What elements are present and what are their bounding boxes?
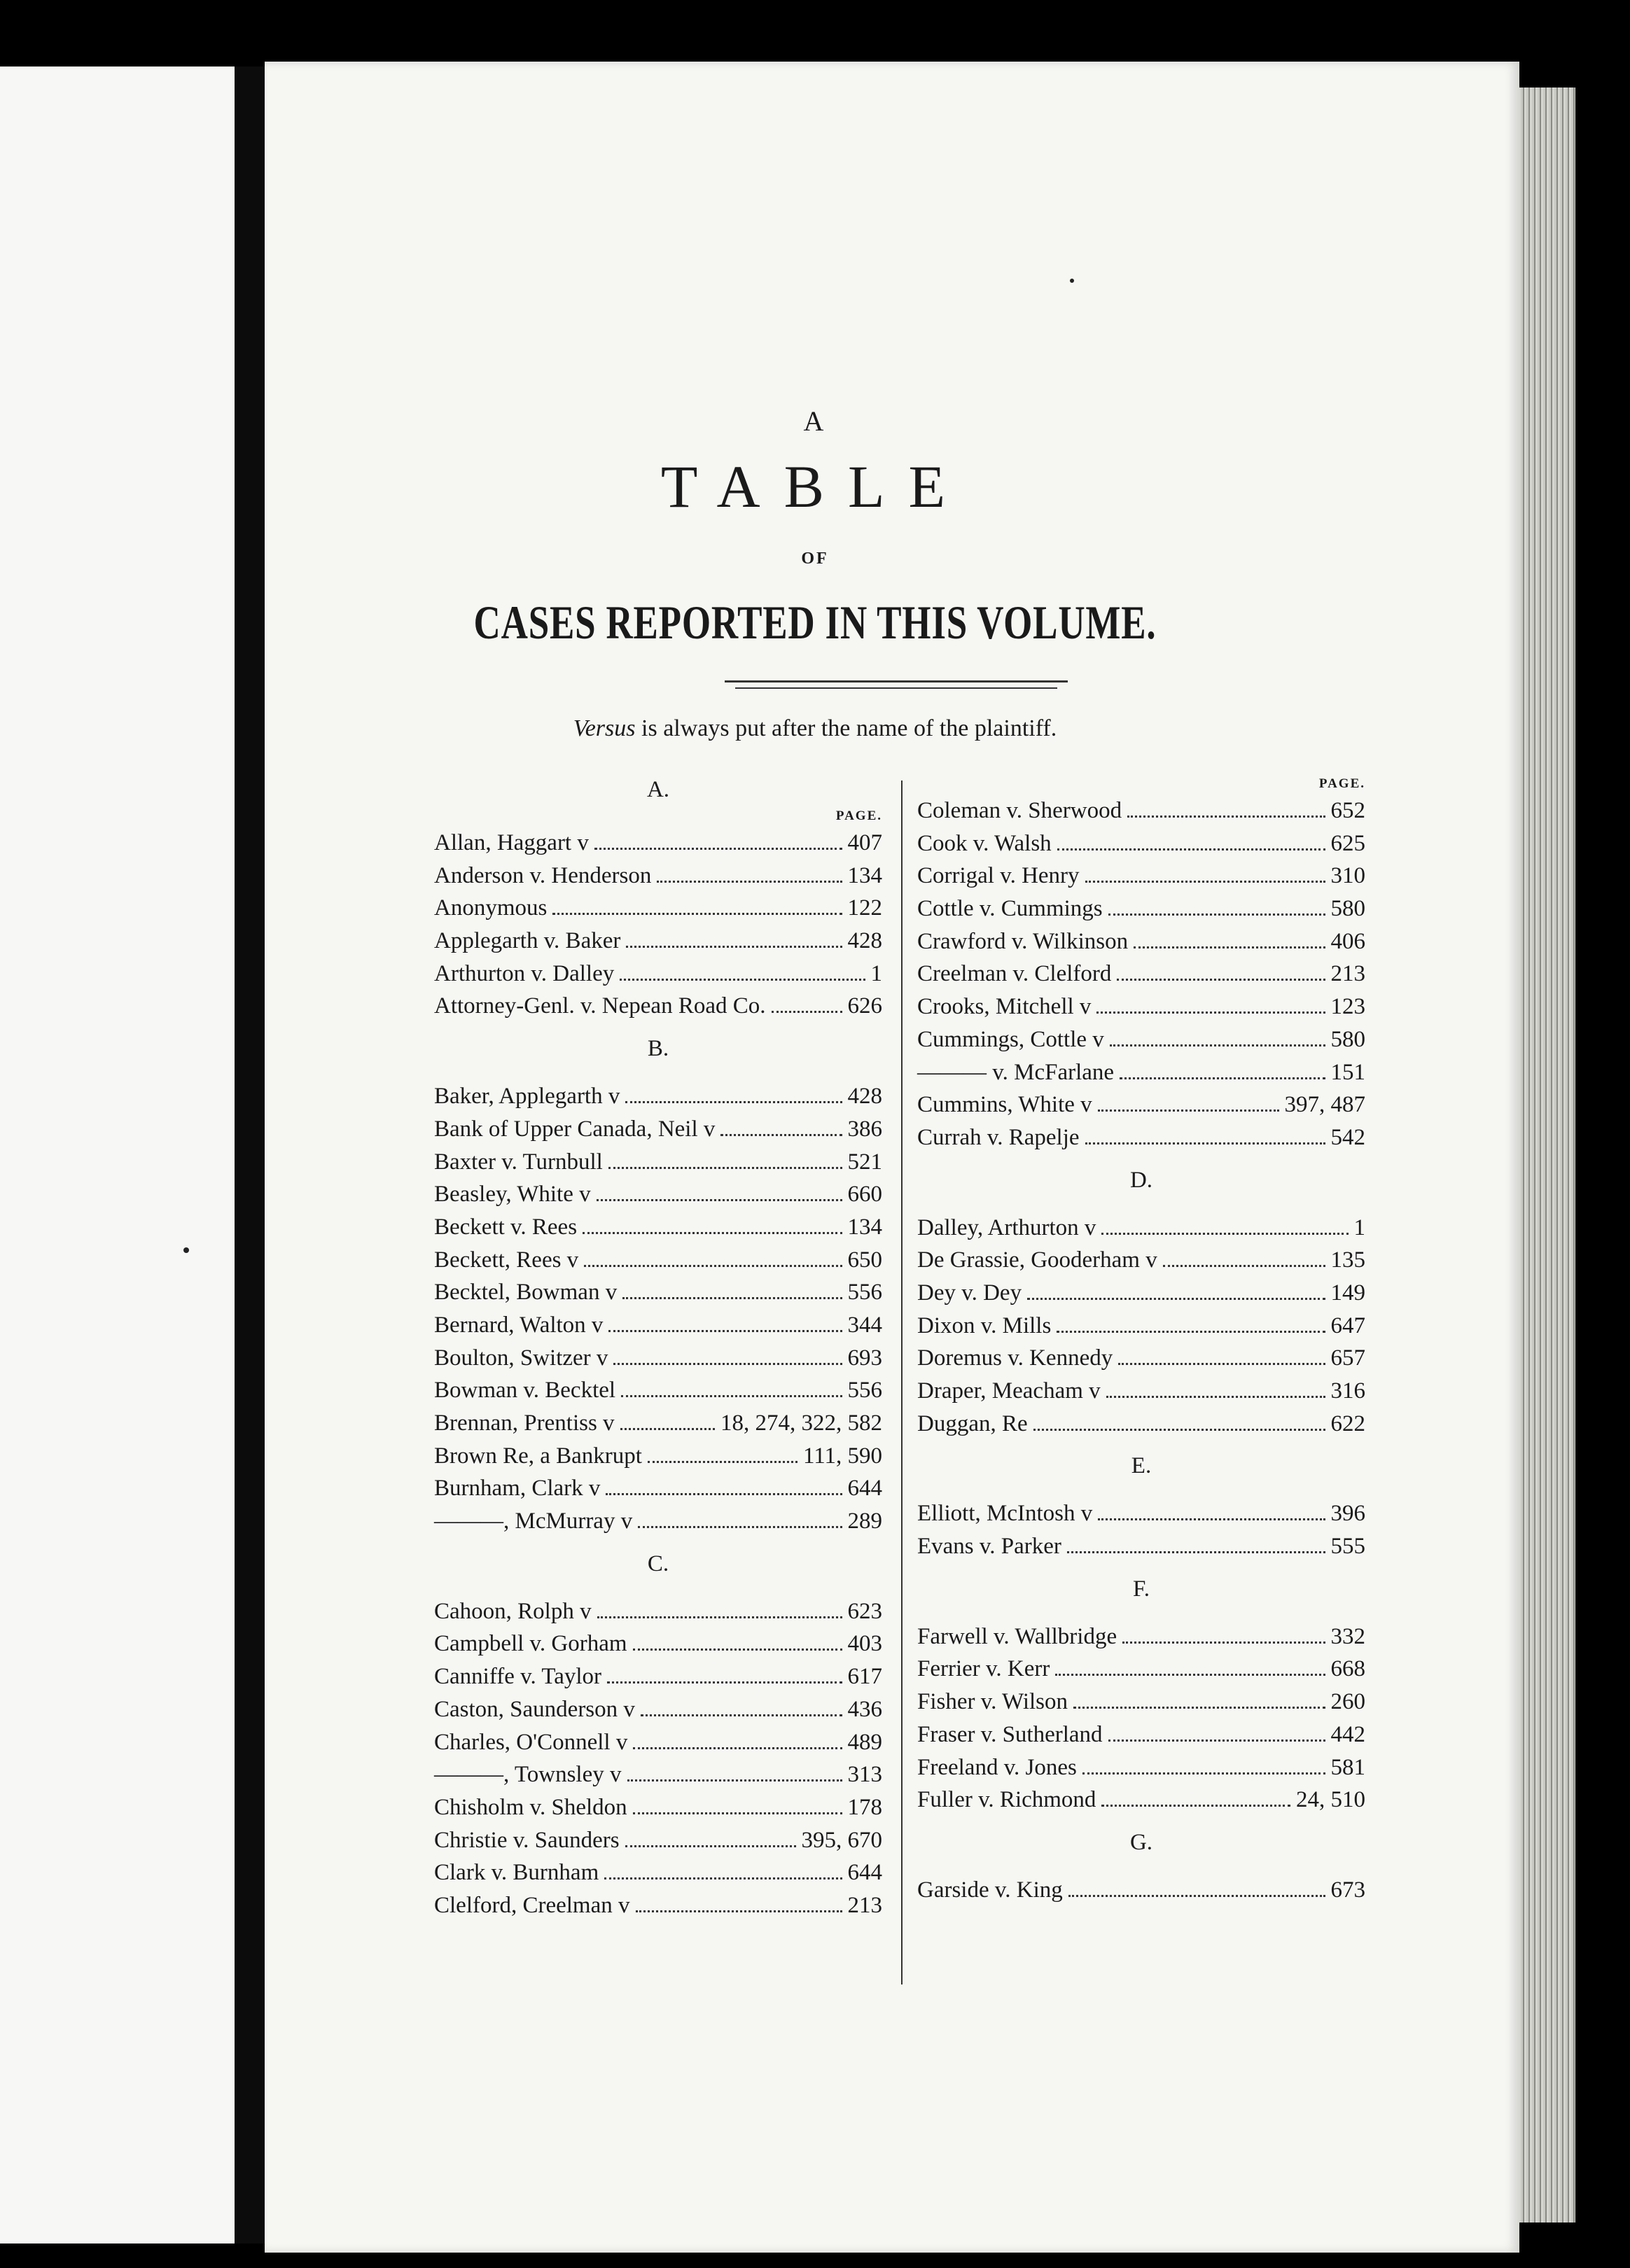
section-spacer [434, 1023, 882, 1032]
case-name: Caston, Saunderson v [434, 1696, 635, 1722]
dot-leader [1085, 1140, 1325, 1144]
case-entry [917, 1718, 1365, 1751]
case-entry [917, 892, 1365, 925]
case-entry [917, 1212, 1365, 1245]
dot-leader [608, 1164, 842, 1169]
dot-leader [597, 1196, 842, 1201]
dot-leader [625, 1098, 842, 1103]
section-spacer [917, 1605, 1365, 1620]
case-name: Canniffe v. Taylor [434, 1664, 602, 1690]
case-entry [434, 1693, 882, 1726]
page-number: 556 [847, 1280, 882, 1306]
page-number: 310 [1330, 863, 1365, 889]
case-entry [434, 892, 882, 925]
dot-leader [1067, 1548, 1325, 1553]
case-name: Elliott, McIntosh v [917, 1501, 1093, 1527]
page-number: 650 [847, 1247, 882, 1273]
page-number: 316 [1330, 1378, 1365, 1404]
section-spacer [917, 1858, 1365, 1874]
page-number: 111, 590 [802, 1443, 882, 1469]
case-name: Clelford, Creelman v [434, 1892, 630, 1918]
dot-leader [1134, 944, 1325, 948]
versus-note [0, 715, 1630, 742]
page-number: 556 [847, 1378, 882, 1404]
case-entry [917, 1408, 1365, 1441]
page-number: 122 [847, 895, 882, 921]
dot-leader [657, 878, 842, 883]
case-name: Cummins, White v [917, 1092, 1092, 1118]
title-rule [735, 687, 1057, 689]
dot-leader [1057, 1328, 1325, 1333]
section-spacer [917, 1440, 1365, 1450]
dot-leader [1127, 813, 1325, 818]
dot-leader [1122, 1639, 1325, 1644]
dot-leader [594, 845, 842, 850]
case-name: Brown Re, a Bankrupt [434, 1443, 642, 1469]
case-entry [917, 1056, 1365, 1089]
case-name: Dalley, Arthurton v [917, 1214, 1096, 1240]
case-entry [434, 1276, 882, 1309]
page-number: 151 [1330, 1059, 1365, 1085]
dot-leader [620, 976, 865, 981]
section-spacer [917, 1196, 1365, 1212]
dot-leader [1120, 1074, 1325, 1079]
case-name: Boulton, Switzer v [434, 1345, 608, 1371]
page-number: 123 [1330, 994, 1365, 1020]
case-entry [434, 990, 882, 1023]
case-entry [917, 794, 1365, 827]
section-spacer [434, 1065, 882, 1080]
case-entry [434, 925, 882, 958]
case-name: Anderson v. Henderson [434, 862, 652, 888]
page-number: 213 [1330, 961, 1365, 987]
case-name: Bernard, Walton v [434, 1312, 604, 1338]
page-number: 542 [1330, 1124, 1365, 1150]
case-name: Allan, Haggart v [434, 830, 589, 855]
dot-leader [1110, 1042, 1325, 1046]
dot-leader [1033, 1426, 1325, 1431]
case-name: Anonymous [434, 895, 548, 921]
speck [183, 1247, 189, 1253]
dot-leader [633, 1809, 842, 1814]
case-name: Garside v. King [917, 1877, 1063, 1903]
dot-leader [607, 1679, 842, 1684]
page-number: 332 [1330, 1623, 1365, 1649]
case-entry [917, 1121, 1365, 1154]
dot-leader [1101, 1802, 1290, 1807]
case-name: ———, Townsley v [434, 1762, 622, 1788]
case-entry [917, 925, 1365, 958]
section-spacer [434, 1538, 882, 1548]
section-letter: D. [1129, 1167, 1153, 1193]
page-number: 406 [1330, 928, 1365, 954]
case-name: Dey v. Dey [917, 1280, 1022, 1306]
dot-leader [1055, 1671, 1325, 1676]
page-number: 626 [847, 993, 882, 1019]
dot-leader [633, 1744, 842, 1749]
case-entry [917, 958, 1365, 990]
case-name: Christie v. Saunders [434, 1827, 620, 1853]
page-number: 18, 274, 322, 582 [720, 1410, 882, 1436]
page-number: 673 [1330, 1877, 1365, 1903]
section-spacer [917, 1563, 1365, 1573]
page-number: 644 [847, 1476, 882, 1502]
case-name: Duggan, Re [917, 1410, 1028, 1436]
case-entry [434, 827, 882, 860]
case-name: Bowman v. Becktel [434, 1378, 616, 1404]
case-name: Beckett, Rees v [434, 1247, 579, 1273]
case-entry [434, 1660, 882, 1693]
page-number: 668 [1330, 1656, 1365, 1682]
page-number: 644 [847, 1860, 882, 1886]
dot-leader [1106, 1393, 1325, 1398]
dot-leader [641, 1712, 842, 1716]
case-entry [434, 1080, 882, 1113]
case-entry [434, 1244, 882, 1277]
case-entry [917, 1751, 1365, 1784]
page-number: 403 [847, 1631, 882, 1657]
page-number: 555 [1330, 1534, 1365, 1560]
case-name: Bank of Upper Canada, Neil v [434, 1116, 716, 1142]
case-entry [434, 1791, 882, 1824]
dot-leader [620, 1425, 715, 1430]
dot-leader [1098, 1516, 1325, 1520]
page-column-label: PAGE. [1318, 776, 1365, 791]
case-entry [434, 1758, 882, 1791]
case-entry [434, 1505, 882, 1538]
right-column [917, 774, 1365, 1907]
page-number: 660 [847, 1182, 882, 1208]
page-number: 395, 670 [801, 1827, 882, 1853]
case-name: Farwell v. Wallbridge [917, 1623, 1117, 1649]
case-name: Cook v. Walsh [917, 830, 1052, 856]
case-name: Baker, Applegarth v [434, 1084, 620, 1110]
page-number: 428 [847, 1084, 882, 1110]
dot-leader [1073, 1704, 1325, 1709]
page-number: 442 [1330, 1721, 1365, 1747]
case-entry [434, 1146, 882, 1179]
page-number: 396 [1330, 1501, 1365, 1527]
case-entry [917, 1620, 1365, 1653]
case-name: Draper, Meacham v [917, 1378, 1101, 1404]
dot-leader [1108, 1737, 1325, 1742]
dot-leader [1101, 1230, 1348, 1235]
heading-table: TABLE [660, 453, 970, 520]
case-entry [434, 1856, 882, 1889]
section-spacer [917, 1816, 1365, 1826]
case-entry [434, 1374, 882, 1407]
case-entry [434, 1309, 882, 1342]
page-number: 521 [847, 1149, 882, 1175]
case-entry [434, 1407, 882, 1440]
section-spacer [434, 1580, 882, 1595]
page-number: 1 [1353, 1214, 1365, 1240]
dot-leader [1163, 1262, 1325, 1267]
dot-leader [606, 1490, 842, 1495]
section-spacer [917, 1482, 1365, 1497]
case-name: Beasley, White v [434, 1182, 591, 1208]
case-entry [434, 1472, 882, 1505]
dot-leader [636, 1907, 842, 1912]
dot-leader [1082, 1770, 1325, 1774]
case-name: Currah v. Rapelje [917, 1124, 1080, 1150]
page-number: 149 [1330, 1280, 1365, 1306]
page-number: 313 [847, 1762, 882, 1788]
left-column [434, 774, 882, 1922]
page-number: 580 [1330, 896, 1365, 922]
heading-of: OF [801, 550, 829, 568]
case-name: Dixon v. Mills [917, 1312, 1052, 1338]
page-number: 657 [1330, 1345, 1365, 1371]
section-spacer [917, 1154, 1365, 1164]
case-entry [434, 958, 882, 990]
case-entry [917, 1375, 1365, 1408]
page-title: CASES REPORTED IN THIS VOLUME. [473, 596, 1157, 649]
page-number: 625 [1330, 830, 1365, 856]
section-letter: E. [1131, 1453, 1152, 1479]
dot-leader [608, 1327, 842, 1332]
case-name: Cahoon, Rolph v [434, 1598, 592, 1624]
dot-leader [584, 1262, 842, 1267]
case-entry [917, 1530, 1365, 1563]
case-name: Crooks, Mitchell v [917, 994, 1092, 1020]
dot-leader [1098, 1107, 1279, 1112]
section-letter: B. [647, 1036, 669, 1062]
case-name: Becktel, Bowman v [434, 1280, 618, 1306]
case-name: Ferrier v. Kerr [917, 1656, 1050, 1682]
case-entry [917, 1784, 1365, 1816]
section-letter: A. [646, 777, 670, 802]
case-entry [917, 1497, 1365, 1530]
page-number: 1 [870, 960, 882, 986]
title-rule [725, 680, 1068, 682]
case-entry [917, 1310, 1365, 1343]
page-number: 436 [847, 1696, 882, 1722]
case-name: Doremus v. Kennedy [917, 1345, 1113, 1371]
note-italic: Versus [573, 715, 636, 741]
case-name: ———, McMurray v [434, 1508, 633, 1534]
page-number: 617 [847, 1664, 882, 1690]
case-entry [434, 1178, 882, 1211]
page-number: 647 [1330, 1312, 1365, 1338]
page-number: 623 [847, 1598, 882, 1624]
page-number: 489 [847, 1729, 882, 1755]
page-number: 24, 510 [1296, 1787, 1365, 1813]
dot-leader [625, 1842, 796, 1847]
case-name: Cummings, Cottle v [917, 1026, 1104, 1052]
case-entry [434, 1113, 882, 1146]
case-entry [917, 1277, 1365, 1310]
page-number: 622 [1330, 1410, 1365, 1436]
dot-leader [627, 1777, 842, 1782]
page-number: 344 [847, 1312, 882, 1338]
case-name: Fisher v. Wilson [917, 1689, 1068, 1715]
case-entry [434, 1211, 882, 1244]
case-name: ——— v. McFarlane [917, 1059, 1115, 1085]
page-number: 397, 487 [1284, 1092, 1365, 1118]
case-entry [434, 1889, 882, 1922]
dot-leader [604, 1875, 842, 1879]
case-entry [917, 860, 1365, 892]
case-entry [917, 1023, 1365, 1056]
page-number: 260 [1330, 1689, 1365, 1715]
case-name: Freeland v. Jones [917, 1754, 1077, 1780]
dot-leader [638, 1523, 842, 1528]
case-name: Chisholm v. Sheldon [434, 1794, 627, 1820]
case-entry [434, 1440, 882, 1473]
page-number: 580 [1330, 1026, 1365, 1052]
dot-leader [1108, 911, 1325, 916]
case-name: Fuller v. Richmond [917, 1787, 1096, 1813]
case-name: Arthurton v. Dalley [434, 960, 615, 986]
case-name: Creelman v. Clelford [917, 961, 1112, 987]
dot-leader [621, 1392, 842, 1397]
dot-leader [622, 1294, 842, 1299]
column-divider [901, 780, 903, 1984]
dot-leader [1096, 1009, 1325, 1014]
page-column-label: PAGE. [835, 808, 882, 823]
section-letter: G. [1129, 1829, 1153, 1855]
page-number: 178 [847, 1794, 882, 1820]
case-entry [917, 1342, 1365, 1375]
case-name: Charles, O'Connell v [434, 1729, 628, 1755]
dot-leader [1117, 976, 1325, 981]
section-letter: F. [1133, 1576, 1150, 1602]
case-name: Baxter v. Turnbull [434, 1149, 603, 1175]
dot-leader [597, 1614, 842, 1618]
page-number: 386 [847, 1116, 882, 1142]
dot-leader [1068, 1892, 1325, 1897]
case-entry [434, 1342, 882, 1375]
page-number: 213 [847, 1892, 882, 1918]
dot-leader [552, 910, 842, 915]
case-name: Fraser v. Sutherland [917, 1721, 1103, 1747]
case-entry [434, 1595, 882, 1628]
speck [1070, 279, 1074, 283]
page-number: 693 [847, 1345, 882, 1371]
case-entry [917, 1686, 1365, 1718]
case-name: De Grassie, Gooderham v [917, 1247, 1157, 1273]
case-name: Brennan, Prentiss v [434, 1410, 615, 1436]
page-number: 652 [1330, 798, 1365, 823]
dot-leader [1027, 1295, 1325, 1300]
case-entry [917, 1088, 1365, 1121]
case-entry [434, 1726, 882, 1759]
case-entry [434, 1628, 882, 1660]
book-gutter [235, 66, 266, 2244]
dot-leader [613, 1360, 842, 1365]
page-number: 289 [847, 1508, 882, 1534]
case-name: Campbell v. Gorham [434, 1631, 627, 1657]
note-text: is always put after the name of the plaintiff. [635, 715, 1057, 741]
case-name: Applegarth v. Baker [434, 928, 621, 954]
page-number: 407 [847, 830, 882, 855]
facing-page [0, 66, 238, 2244]
case-entry [917, 990, 1365, 1023]
page-number: 134 [847, 862, 882, 888]
dot-leader [1118, 1360, 1325, 1365]
dot-leader [1057, 846, 1325, 850]
case-entry [434, 1824, 882, 1857]
dot-leader [720, 1131, 842, 1136]
case-name: Attorney-Genl. v. Nepean Road Co. [434, 993, 766, 1019]
dot-leader [772, 1008, 842, 1013]
page-number: 135 [1330, 1247, 1365, 1273]
dot-leader [1085, 878, 1325, 883]
case-entry [917, 1244, 1365, 1277]
dot-leader [633, 1646, 842, 1651]
case-name: Beckett v. Rees [434, 1214, 578, 1240]
case-entry [917, 1874, 1365, 1907]
page-number: 428 [847, 928, 882, 954]
case-name: Clark v. Burnham [434, 1860, 599, 1886]
case-name: Coleman v. Sherwood [917, 798, 1122, 823]
case-name: Crawford v. Wilkinson [917, 928, 1129, 954]
section-letter: C. [647, 1550, 669, 1576]
dot-leader [626, 943, 842, 948]
heading-article: A [803, 405, 827, 437]
case-entry [917, 827, 1365, 860]
case-name: Evans v. Parker [917, 1534, 1061, 1560]
dot-leader [583, 1229, 842, 1234]
case-entry [434, 860, 882, 892]
page-number: 134 [847, 1214, 882, 1240]
case-name: Corrigal v. Henry [917, 863, 1080, 889]
page-number: 581 [1330, 1754, 1365, 1780]
dot-leader [648, 1458, 797, 1463]
case-entry [917, 1653, 1365, 1686]
case-name: Burnham, Clark v [434, 1476, 601, 1502]
case-name: Cottle v. Cummings [917, 896, 1103, 922]
